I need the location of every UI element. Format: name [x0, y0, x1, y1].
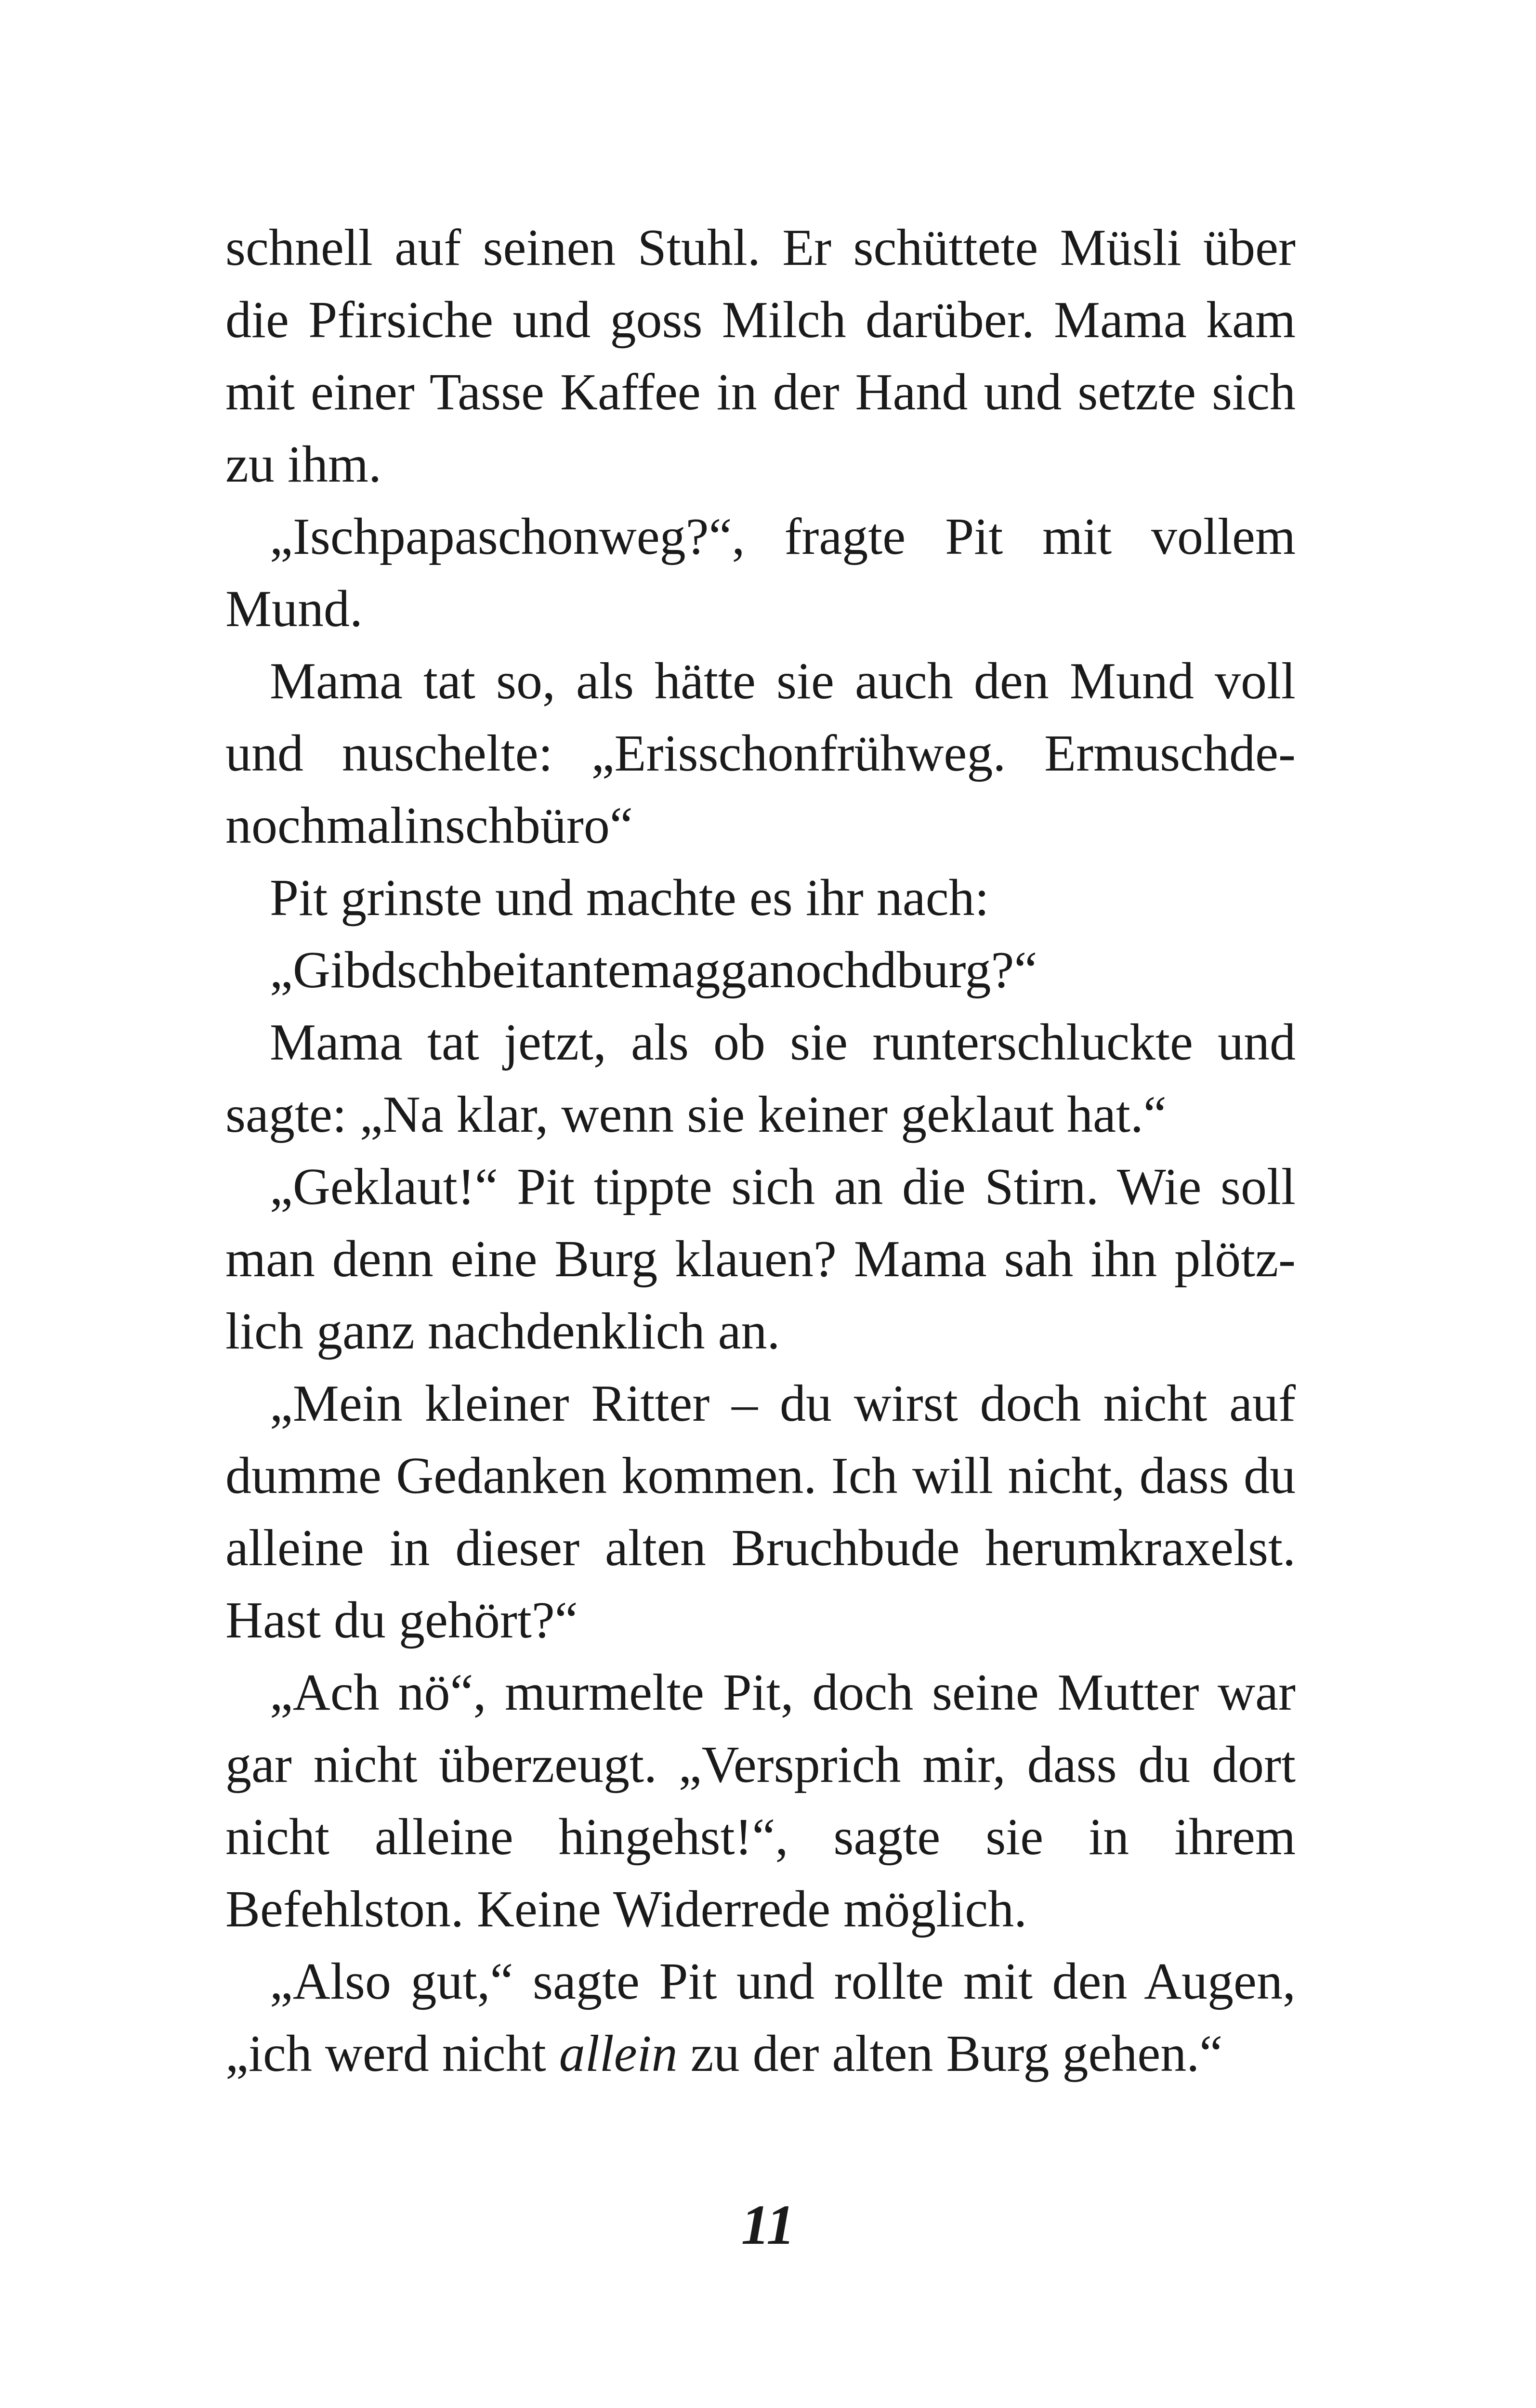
paragraph-10-after: zu der alten Burg gehen.“ — [677, 2025, 1223, 2082]
body-text — [225, 212, 1296, 2090]
paragraph-6: Mama tat jetzt, als ob sie runterschluckte und sagte: „Na klar, wenn sie keiner geklaut hat.“ — [225, 1014, 1296, 1143]
paragraph-1: schnell auf seinen Stuhl. Er schüttete Müsli über die Pfirsiche und goss Milch darüber. Mama kam mit einer Tasse Kaffee in der Hand und setzte sich zu ihm. — [225, 219, 1296, 493]
emphasis-allein: allein — [559, 2025, 678, 2082]
paragraph-2: „Ischpapaschonweg?“, fragte Pit mit vollem Mund. — [225, 508, 1296, 638]
paragraph-10-before: „Also gut,“ sagte Pit und rollte mit den Augen, „ich werd nicht — [225, 1953, 1296, 2082]
paragraph-4: Pit grinste und machte es ihr nach: — [270, 869, 989, 927]
paragraph-3: Mama tat so, als hätte sie auch den Mund voll und nuschelte: „Erisschonfrühweg. Ermuschdenochmalinschbüro“ — [225, 653, 1296, 854]
paragraph-10 — [225, 1946, 1296, 2090]
paragraph-7: „Geklaut!“ Pit tippte sich an die Stirn. Wie soll man denn eine Burg klauen? Mama sah ihn plötzlich ganz nachdenklich an. — [225, 1158, 1296, 1360]
page-number: 11 — [741, 2193, 795, 2256]
paragraph-8: „Mein kleiner Ritter – du wirst doch nicht auf dumme Gedanken kommen. Ich will nicht, dass du alleine in dieser alten Bruchbude herumkraxelst. Hast du gehört?“ — [225, 1375, 1296, 1649]
paragraph-5: „Gibdschbeitantemagganochdburg?“ — [270, 942, 1037, 999]
paragraph-9: „Ach nö“, murmelte Pit, doch seine Mutter war gar nicht überzeugt. „Versprich mir, dass du dort nicht alleine hingehst!“, sagte sie in ihrem Befehlston. Keine Widerrede möglich. — [225, 1664, 1296, 1938]
